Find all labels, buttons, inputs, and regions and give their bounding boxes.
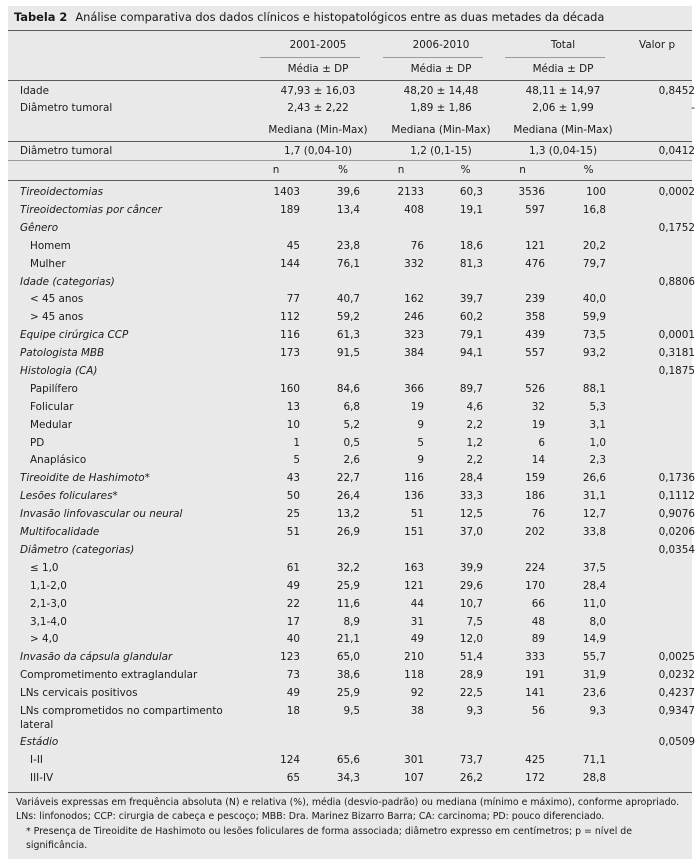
p-value: 0,0002 — [658, 186, 695, 198]
p-value: 0,0025 — [658, 651, 695, 663]
cell-p1: 32,2 — [336, 562, 360, 574]
mean-2001-2005: 2,43 ± 2,22 — [287, 102, 349, 114]
cell-n2: 384 — [404, 347, 424, 359]
header-2006-2010: 2006-2010 — [412, 39, 470, 51]
cell-pt: 16,8 — [582, 204, 606, 216]
cell-n1: 160 — [280, 383, 300, 395]
cell-n2: 323 — [404, 329, 424, 341]
row-label: Histologia (CA) — [20, 365, 98, 377]
cell-n1: 40 — [286, 633, 300, 645]
cell-n1: 13 — [286, 401, 300, 413]
p-value: 0,9347 — [658, 705, 695, 717]
row-label: Diâmetro tumoral — [20, 145, 113, 157]
median-total: 1,3 (0,04-15) — [528, 145, 598, 157]
cell-pt: 100 — [586, 186, 606, 198]
cell-n2: 38 — [410, 705, 424, 717]
cell-n1: 73 — [286, 669, 300, 681]
row-label: Tireoidectomias — [20, 186, 104, 198]
row-label-cont: lateral — [20, 719, 54, 731]
cell-nt: 6 — [538, 437, 545, 449]
cell-p2: 51,4 — [459, 651, 483, 663]
cell-p2: 29,6 — [459, 580, 483, 592]
rule-line — [8, 180, 692, 181]
row-label: Diâmetro tumoral — [20, 102, 113, 114]
p-value: 0,0001 — [658, 329, 695, 341]
p-value: 0,0354 — [658, 544, 695, 556]
rule-line — [8, 30, 692, 31]
cell-n2: 151 — [404, 526, 424, 538]
row-label: Comprometimento extraglandular — [20, 669, 198, 681]
cell-n1: 51 — [286, 526, 300, 538]
p-value: 0,9076 — [658, 508, 695, 520]
p-value: 0,8452 — [658, 85, 695, 97]
cell-pt: 5,3 — [589, 401, 606, 413]
cell-n1: 17 — [286, 616, 300, 628]
cell-n2: 44 — [410, 598, 424, 610]
rule-line — [8, 141, 692, 142]
cell-p2: 10,7 — [459, 598, 483, 610]
cell-nt: 224 — [525, 562, 545, 574]
cell-pt: 71,1 — [582, 754, 606, 766]
subheader-median: Mediana (Min-Max) — [268, 124, 368, 136]
p-value: 0,0206 — [658, 526, 695, 538]
cell-nt: 32 — [531, 401, 545, 413]
cell-nt: 239 — [525, 293, 545, 305]
cell-nt: 159 — [525, 472, 545, 484]
p-value: - — [691, 102, 695, 114]
cell-p2: 60,3 — [459, 186, 483, 198]
cell-n1: 144 — [280, 258, 300, 270]
cell-nt: 76 — [531, 508, 545, 520]
cell-nt: 358 — [525, 311, 545, 323]
cell-pt: 33,8 — [582, 526, 606, 538]
table-title: Análise comparativa dos dados clínicos e histopatológicos entre as duas metades da década — [75, 10, 605, 24]
p-value: 0,1875 — [658, 365, 695, 377]
row-label: Invasão da cápsula glandular — [20, 651, 173, 663]
cell-p2: 12,5 — [459, 508, 483, 520]
row-label: Anaplásico — [30, 454, 87, 466]
cell-n1: 25 — [286, 508, 300, 520]
cell-p1: 91,5 — [336, 347, 360, 359]
col-n-header: n — [519, 164, 526, 176]
row-label: Tireoidectomias por câncer — [20, 204, 162, 216]
cell-n2: 163 — [404, 562, 424, 574]
cell-pt: 1,0 — [589, 437, 606, 449]
cell-n2: 210 — [404, 651, 424, 663]
row-label: Lesões foliculares* — [20, 490, 118, 502]
cell-p1: 13,4 — [336, 204, 360, 216]
cell-p1: 40,7 — [336, 293, 360, 305]
cell-n1: 10 — [286, 419, 300, 431]
cell-pt: 31,9 — [582, 669, 606, 681]
cell-pt: 9,3 — [589, 705, 606, 717]
cell-pt: 93,2 — [582, 347, 606, 359]
row-label: > 4,0 — [30, 633, 59, 645]
p-value: 0,0412 — [658, 145, 695, 157]
cell-n1: 123 — [280, 651, 300, 663]
col-pct-header: % — [583, 164, 594, 176]
cell-nt: 170 — [525, 580, 545, 592]
cell-p2: 79,1 — [459, 329, 483, 341]
cell-n1: 43 — [286, 472, 300, 484]
cell-p2: 1,2 — [466, 437, 483, 449]
cell-n2: 118 — [404, 669, 424, 681]
header-total: Total — [550, 39, 576, 51]
cell-p2: 2,2 — [466, 454, 483, 466]
cell-n1: 18 — [286, 705, 300, 717]
cell-p2: 89,7 — [459, 383, 483, 395]
cell-p1: 8,9 — [343, 616, 360, 628]
p-value: 0,1112 — [658, 490, 695, 502]
cell-n2: 49 — [410, 633, 424, 645]
cell-p1: 76,1 — [336, 258, 360, 270]
cell-n2: 121 — [404, 580, 424, 592]
mean-2001-2005: 47,93 ± 16,03 — [280, 85, 356, 97]
subheader-median: Mediana (Min-Max) — [513, 124, 613, 136]
cell-nt: 56 — [531, 705, 545, 717]
p-value: 0,3181 — [658, 347, 695, 359]
cell-pt: 2,3 — [589, 454, 606, 466]
cell-n1: 61 — [286, 562, 300, 574]
row-label: Patologista MBB — [20, 347, 105, 359]
p-value: 0,0232 — [658, 669, 695, 681]
cell-p1: 65,0 — [336, 651, 360, 663]
cell-p1: 39,6 — [336, 186, 360, 198]
cell-n2: 332 — [404, 258, 424, 270]
cell-nt: 526 — [525, 383, 545, 395]
cell-p1: 22,7 — [336, 472, 360, 484]
cell-p1: 9,5 — [343, 705, 360, 717]
cell-p2: 94,1 — [459, 347, 483, 359]
cell-p2: 18,6 — [459, 240, 483, 252]
cell-p1: 2,6 — [343, 454, 360, 466]
cell-p1: 84,6 — [336, 383, 360, 395]
row-label: Idade (categorias) — [20, 276, 115, 288]
cell-n1: 1 — [293, 437, 300, 449]
row-label: < 45 anos — [30, 293, 84, 305]
rule-line — [505, 57, 605, 58]
subheader-mean: Média ± DP — [410, 63, 472, 75]
col-pct-header: % — [338, 164, 348, 176]
cell-n1: 124 — [280, 754, 300, 766]
cell-p1: 38,6 — [336, 669, 360, 681]
cell-n2: 136 — [404, 490, 424, 502]
row-label: Homem — [30, 240, 71, 252]
cell-p2: 33,3 — [459, 490, 483, 502]
rule-line — [260, 57, 360, 58]
cell-n2: 5 — [417, 437, 424, 449]
cell-p2: 73,7 — [459, 754, 483, 766]
cell-p1: 25,9 — [336, 687, 360, 699]
cell-p2: 4,6 — [466, 401, 483, 413]
col-n-header: n — [272, 164, 280, 176]
row-label: Folicular — [30, 401, 74, 413]
cell-n2: 301 — [404, 754, 424, 766]
cell-n1: 5 — [293, 454, 300, 466]
cell-pt: 3,1 — [589, 419, 606, 431]
row-label: Medular — [30, 419, 73, 431]
cell-p1: 59,2 — [336, 311, 360, 323]
row-label: Invasão linfovascular ou neural — [20, 508, 183, 520]
cell-n2: 408 — [404, 204, 424, 216]
cell-p1: 5,2 — [343, 419, 360, 431]
cell-pt: 8,0 — [589, 616, 606, 628]
cell-p2: 39,9 — [459, 562, 483, 574]
rule-line — [383, 57, 483, 58]
cell-pt: 40,0 — [582, 293, 606, 305]
cell-n1: 22 — [286, 598, 300, 610]
cell-p1: 26,9 — [336, 526, 360, 538]
row-label: 2,1-3,0 — [30, 598, 67, 610]
cell-nt: 19 — [531, 419, 545, 431]
cell-pt: 23,6 — [582, 687, 606, 699]
cell-p1: 25,9 — [336, 580, 360, 592]
cell-p2: 12,0 — [459, 633, 483, 645]
rule-line — [8, 160, 692, 161]
cell-p2: 7,5 — [466, 616, 483, 628]
cell-pt: 11,0 — [582, 598, 606, 610]
footnote-2: * Presença de Tireoidite de Hashimoto ou lesões foliculares de forma associada; diâmetro expresso em centímetros; p = nível de significância. — [26, 826, 633, 851]
cell-n2: 162 — [404, 293, 424, 305]
cell-nt: 191 — [525, 669, 545, 681]
cell-n1: 49 — [286, 687, 300, 699]
cell-pt: 79,7 — [582, 258, 606, 270]
cell-pt: 20,2 — [582, 240, 606, 252]
cell-n1: 173 — [280, 347, 300, 359]
cell-n1: 49 — [286, 580, 300, 592]
row-label: LNs cervicais positivos — [20, 687, 138, 699]
cell-p1: 61,3 — [336, 329, 360, 341]
cell-pt: 37,5 — [582, 562, 606, 574]
cell-p1: 0,5 — [343, 437, 360, 449]
cell-n2: 2133 — [397, 186, 424, 198]
cell-p2: 60,2 — [459, 311, 483, 323]
cell-nt: 141 — [525, 687, 545, 699]
cell-nt: 439 — [525, 329, 545, 341]
row-label: Mulher — [30, 258, 66, 270]
cell-n2: 76 — [410, 240, 424, 252]
cell-nt: 186 — [525, 490, 545, 502]
row-label: Tireoidite de Hashimoto* — [20, 472, 150, 484]
cell-p2: 37,0 — [459, 526, 483, 538]
cell-nt: 66 — [531, 598, 545, 610]
cell-nt: 476 — [525, 258, 545, 270]
cell-n1: 112 — [280, 311, 300, 323]
subheader-mean: Média ± DP — [532, 63, 594, 75]
row-label: Estádio — [20, 736, 59, 748]
cell-n2: 116 — [404, 472, 424, 484]
cell-p1: 6,8 — [343, 401, 360, 413]
row-label: LNs comprometidos no compartimento — [20, 705, 223, 717]
cell-p2: 28,9 — [459, 669, 483, 681]
cell-p1: 11,6 — [336, 598, 360, 610]
cell-n2: 31 — [410, 616, 424, 628]
col-pct-header: % — [460, 164, 471, 176]
mean-2006-2010: 1,89 ± 1,86 — [410, 102, 472, 114]
cell-pt: 12,7 — [582, 508, 606, 520]
cell-p2: 39,7 — [459, 293, 483, 305]
cell-n2: 366 — [404, 383, 424, 395]
p-value: 0,0509 — [658, 736, 695, 748]
cell-n2: 51 — [410, 508, 424, 520]
p-value: 0,1736 — [658, 472, 695, 484]
col-n-header: n — [397, 164, 405, 176]
row-label: Equipe cirúrgica CCP — [20, 329, 129, 341]
row-label: I-II — [30, 754, 43, 766]
cell-p1: 34,3 — [336, 772, 360, 784]
cell-pt: 14,9 — [582, 633, 606, 645]
cell-p2: 81,3 — [459, 258, 483, 270]
cell-p2: 28,4 — [459, 472, 483, 484]
mean-total: 48,11 ± 14,97 — [525, 85, 601, 97]
cell-p1: 26,4 — [336, 490, 360, 502]
p-value: 0,1752 — [658, 222, 695, 234]
median-2001-2005: 1,7 (0,04-10) — [283, 145, 353, 157]
cell-n1: 1403 — [273, 186, 300, 198]
row-label: III-IV — [30, 772, 54, 784]
cell-nt: 172 — [525, 772, 545, 784]
cell-p1: 21,1 — [336, 633, 360, 645]
median-2006-2010: 1,2 (0,1-15) — [410, 145, 472, 157]
cell-n1: 116 — [280, 329, 300, 341]
cell-nt: 333 — [525, 651, 545, 663]
row-label: Multifocalidade — [20, 526, 100, 538]
cell-nt: 557 — [525, 347, 545, 359]
rule-line — [8, 792, 692, 793]
cell-p1: 65,6 — [336, 754, 360, 766]
cell-pt: 59,9 — [582, 311, 606, 323]
cell-p2: 19,1 — [459, 204, 483, 216]
cell-pt: 31,1 — [582, 490, 606, 502]
table-caption — [14, 10, 604, 24]
cell-n2: 19 — [410, 401, 424, 413]
row-label: Diâmetro (categorias) — [20, 544, 135, 556]
rule-line — [8, 80, 692, 81]
cell-p2: 26,2 — [459, 772, 483, 784]
p-value: 0,4237 — [658, 687, 695, 699]
cell-n2: 9 — [417, 419, 424, 431]
subheader-median: Mediana (Min-Max) — [391, 124, 491, 136]
cell-nt: 3536 — [518, 186, 545, 198]
header-2001-2005: 2001-2005 — [289, 39, 347, 51]
cell-p2: 9,3 — [466, 705, 483, 717]
row-label: Gênero — [20, 222, 59, 234]
cell-p1: 23,8 — [336, 240, 360, 252]
cell-n1: 45 — [286, 240, 300, 252]
mean-total: 2,06 ± 1,99 — [532, 102, 594, 114]
cell-n2: 246 — [404, 311, 424, 323]
cell-n2: 92 — [410, 687, 424, 699]
cell-n2: 9 — [417, 454, 424, 466]
footnote-1: Variáveis expressas em frequência absoluta (N) e relativa (%), média (desvio-padrão) ou mediana (mínimo e máximo), conforme apropriado. LNs: linfonodos; CCP: cirurgia de cabeça e pescoço; MBB: Dra. Marinez Bizarro Barra; CA: carcinoma; PD: pouco diferenciado. — [16, 797, 680, 822]
cell-pt: 28,4 — [582, 580, 606, 592]
cell-n1: 189 — [280, 204, 300, 216]
cell-pt: 88,1 — [582, 383, 606, 395]
cell-nt: 14 — [531, 454, 545, 466]
cell-n2: 107 — [404, 772, 424, 784]
row-label: Papilífero — [30, 383, 78, 395]
header-p-value: Valor p — [638, 39, 676, 51]
row-label: 1,1-2,0 — [30, 580, 67, 592]
cell-n1: 77 — [286, 293, 300, 305]
row-label: > 45 anos — [30, 311, 84, 323]
cell-n1: 65 — [286, 772, 300, 784]
cell-pt: 26,6 — [582, 472, 606, 484]
cell-nt: 597 — [525, 204, 545, 216]
cell-pt: 73,5 — [582, 329, 606, 341]
cell-p2: 2,2 — [466, 419, 483, 431]
row-label: Idade — [20, 85, 50, 97]
cell-nt: 89 — [531, 633, 545, 645]
cell-nt: 425 — [525, 754, 545, 766]
cell-p2: 22,5 — [459, 687, 483, 699]
row-label: 3,1-4,0 — [30, 616, 67, 628]
row-label: PD — [30, 437, 45, 449]
table-number: Tabela 2 — [14, 10, 68, 24]
row-label: ≤ 1,0 — [30, 562, 59, 574]
cell-nt: 202 — [525, 526, 545, 538]
subheader-mean: Média ± DP — [287, 63, 349, 75]
cell-p1: 13,2 — [336, 508, 360, 520]
cell-n1: 50 — [286, 490, 300, 502]
p-value: 0,8806 — [658, 276, 695, 288]
cell-nt: 48 — [531, 616, 545, 628]
cell-pt: 55,7 — [582, 651, 606, 663]
cell-pt: 28,8 — [582, 772, 606, 784]
mean-2006-2010: 48,20 ± 14,48 — [403, 85, 479, 97]
cell-nt: 121 — [525, 240, 545, 252]
